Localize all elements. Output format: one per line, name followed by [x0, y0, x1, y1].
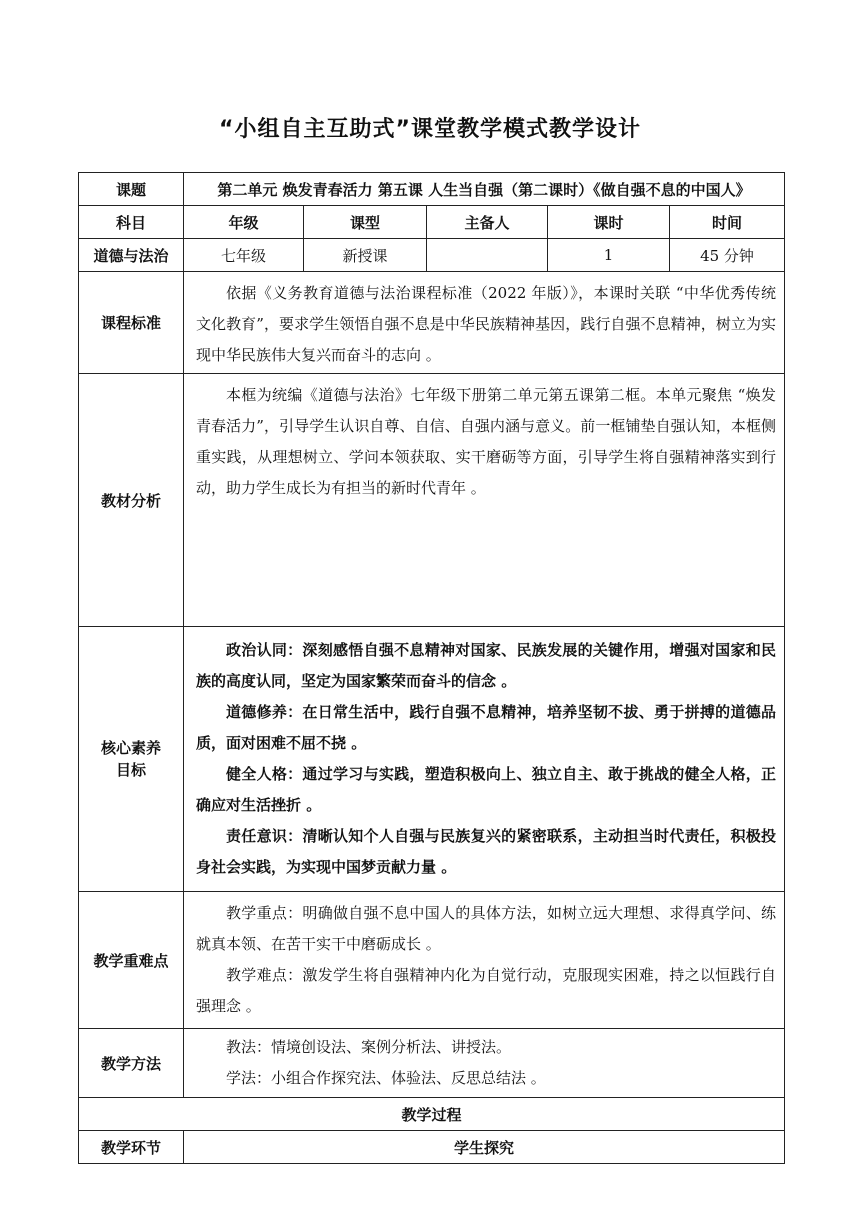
meta-header-subject: 科目 — [79, 206, 184, 239]
meta-value-preparer — [427, 239, 548, 272]
page-title: “小组自主互助式”课堂教学模式教学设计 — [219, 117, 641, 142]
textbook-analysis-row — [79, 374, 785, 627]
core-literacy-moral: 道德修养：在日常生活中，践行自强不息精神，培养坚韧不拔、勇于拼搏的道德品质，面对困难不屈不挠 。 — [196, 703, 777, 752]
process-header-row — [79, 1098, 785, 1131]
core-literacy-responsibility: 责任意识：清晰认知个人自强与民族复兴的紧密联系，主动担当时代责任，积极投身社会实践，为实现中国梦贡献力量 。 — [196, 827, 777, 876]
topic-value: 第二单元 焕发青春活力 第五课 人生当自强（第二课时）《做自强不息的中国人》 — [184, 173, 785, 206]
lesson-plan-table — [78, 172, 785, 1164]
key-difficult-row — [79, 892, 785, 1029]
learning-method-text: 学法：小组合作探究法、体验法、反思总结法 。 — [226, 1069, 546, 1087]
meta-header-preparer: 主备人 — [427, 206, 548, 239]
meta-header-time: 时间 — [670, 206, 785, 239]
curriculum-standard-label: 课程标准 — [79, 272, 184, 374]
meta-value-time: 45 分钟 — [670, 239, 785, 272]
meta-value-subject: 道德与法治 — [79, 239, 184, 272]
difficult-points-text: 教学难点：激发学生将自强精神内化为自觉行动，克服现实困难，持之以恒践行自强理念 。 — [196, 966, 777, 1015]
topic-row — [79, 173, 785, 206]
meta-header-type: 课型 — [304, 206, 427, 239]
textbook-analysis-text: 本框为统编《道德与法治》七年级下册第二单元第五课第二框。本单元聚焦 “焕发青春活力”，引导学生认识自尊、自信、自强内涵与意义。前一框铺垫自强认知，本框侧重实践，从理想树立、学问本领获取、实干磨砺等方面，引导学生将自强精神落实到行动，助力学生成长为有担当的新时代青年 。 — [196, 386, 777, 497]
teaching-methods-label: 教学方法 — [79, 1029, 184, 1098]
key-difficult-label: 教学重难点 — [79, 892, 184, 1029]
core-literacy-label: 核心素养目标 — [101, 739, 162, 779]
meta-header-row — [79, 206, 785, 239]
key-points-text: 教学重点：明确做自强不息中国人的具体方法，如树立远大理想、求得真学问、练就真本领、在苦干实干中磨砺成长 。 — [196, 904, 777, 953]
process-header: 教学过程 — [79, 1098, 785, 1131]
textbook-analysis-label: 教材分析 — [79, 374, 184, 627]
core-literacy-row — [79, 627, 785, 892]
teaching-methods-row — [79, 1029, 785, 1098]
topic-label: 课题 — [79, 173, 184, 206]
meta-value-row — [79, 239, 785, 272]
core-literacy-political: 政治认同：深刻感悟自强不息精神对国家、民族发展的关键作用，增强对国家和民族的高度认同，坚定为国家繁荣而奋斗的信念 。 — [196, 641, 777, 690]
curriculum-standard-text: 依据《义务教育道德与法治课程标准（2022 年版）》，本课时关联 “中华优秀传统文化教育”，要求学生领悟自强不息是中华民族精神基因，践行自强不息精神，树立为实现中华民族伟大复兴而奋斗的志向 。 — [196, 284, 777, 364]
meta-value-grade: 七年级 — [184, 239, 304, 272]
process-row — [79, 1131, 785, 1164]
meta-header-grade: 年级 — [184, 206, 304, 239]
curriculum-standard-row — [79, 272, 785, 374]
teaching-method-text: 教法：情境创设法、案例分析法、讲授法。 — [226, 1038, 512, 1056]
process-stage-value: 学生探究 — [184, 1131, 785, 1164]
meta-value-periods: 1 — [548, 239, 670, 272]
meta-header-periods: 课时 — [548, 206, 670, 239]
process-stage-label: 教学环节 — [79, 1131, 184, 1164]
meta-value-type: 新授课 — [304, 239, 427, 272]
core-literacy-personality: 健全人格：通过学习与实践，塑造积极向上、独立自主、敢于挑战的健全人格，正确应对生活挫折 。 — [196, 765, 777, 814]
